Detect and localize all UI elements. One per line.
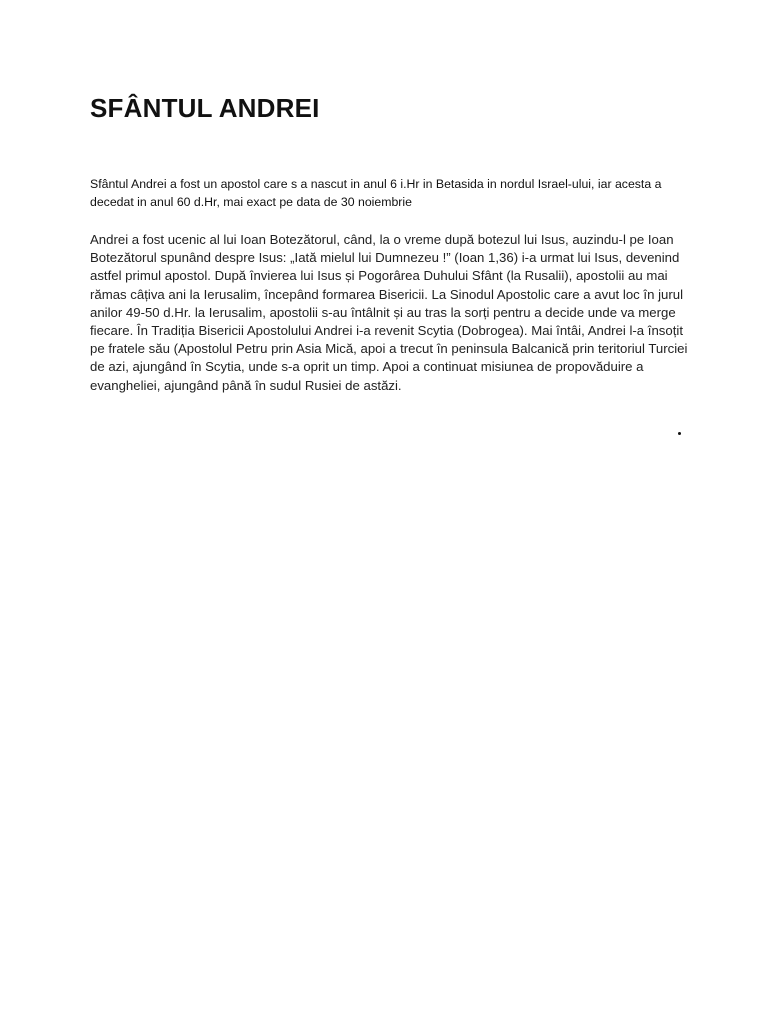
page-title: SFÂNTUL ANDREI [90, 93, 320, 123]
bullet-dot [678, 432, 681, 435]
intro-paragraph: Sfântul Andrei a fost un apostol care s a nascut in anul 6 i.Hr in Betasida in nordul Israel-ului, iar acesta a decedat in anul 60 d.Hr, mai exact pe data de 30 noiembrie [90, 177, 662, 209]
body-paragraph: Andrei a fost ucenic al lui Ioan Botezătorul, când, la o vreme după botezul lui Isus, auzindu-l pe Ioan Botezătorul spunând despre Isus: „Iată mielul lui Dumnezeu !” (Ioan 1,36) i-a urmat lui Isus, devenind astfel primul apostol. După învierea lui Isus și Pogorârea Duhului Sfânt (la Rusalii), apostolii au mai rămas câțiva ani la Ierusalim, începând formarea Bisericii. La Sinodul Apostolic care a avut loc în jurul anilor 49-50 d.Hr. la Ierusalim, apostolii s-au întâlnit și au tras la sorți pentru a decide unde va merge fiecare. În Tradiția Bisericii Apostolului Andrei i-a revenit Scytia (Dobrogea). Mai întâi, Andrei l-a însoțit pe fratele său (Apostolul Petru prin Asia Mică, apoi a trecut în peninsula Balcanică prin teritoriul Turciei de azi, ajungând în Scytia, unde s-a oprit un timp. Apoi a continuat misiunea de propovăduire a evangheliei, ajungând până în sudul Rusiei de astăzi. [90, 232, 688, 393]
